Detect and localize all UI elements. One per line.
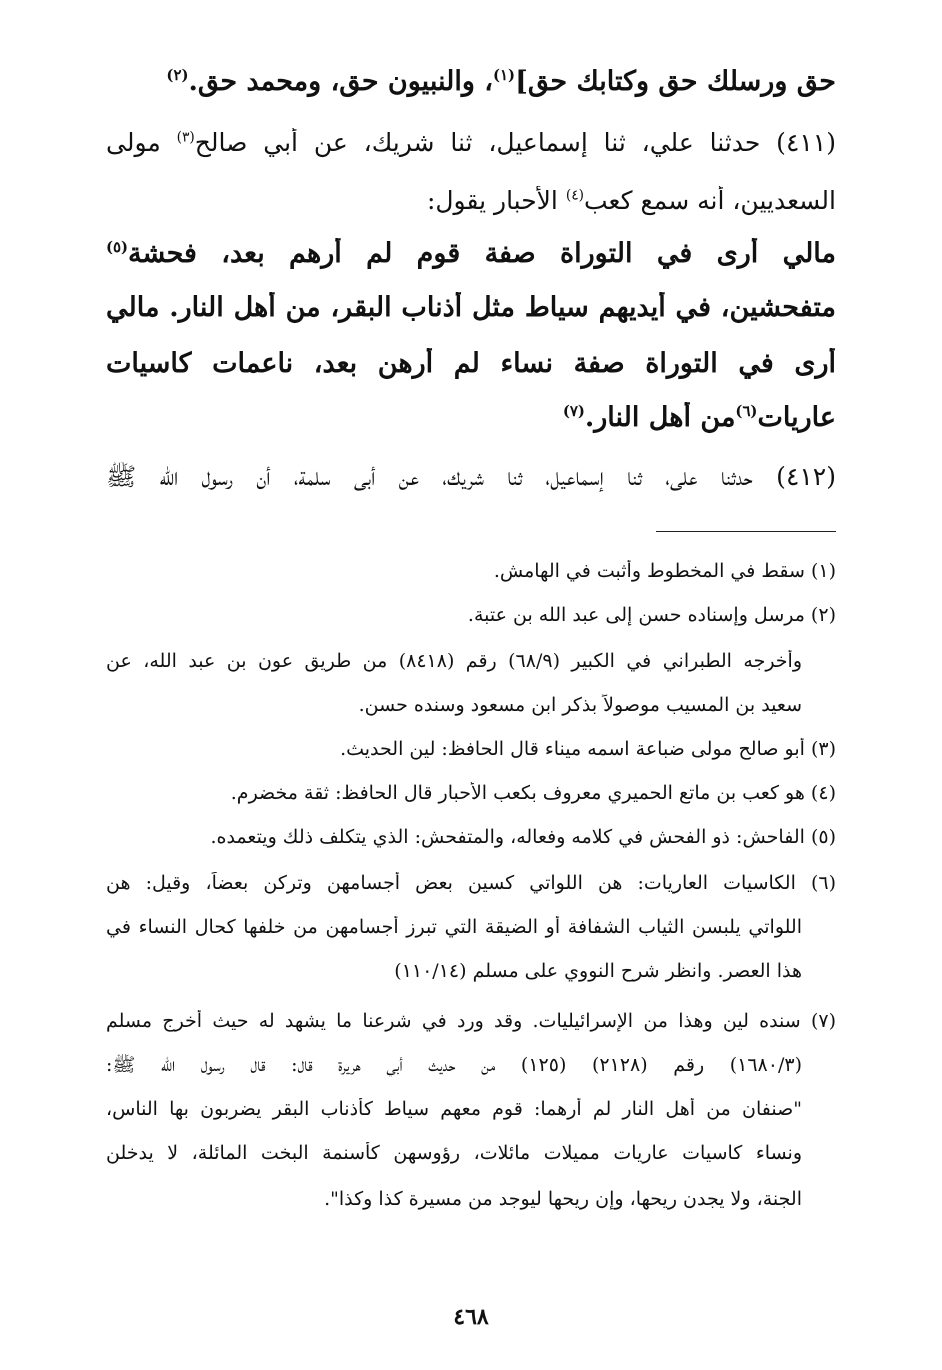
text-run: (٢) مرسل وإسناده حسن إلى عبد الله بن عتبة. bbox=[467, 604, 836, 626]
text-run: الأحبار يقول: bbox=[426, 186, 566, 215]
footnote-line bbox=[106, 1098, 802, 1121]
footnote-line bbox=[106, 872, 836, 895]
text-run: (٧) سنده لين وهذا من الإسرائيليات. وقد ورد في شرعنا ما يشهد له حيث أخرج مسلم bbox=[106, 1010, 836, 1032]
body-line bbox=[106, 128, 836, 158]
footnote-marker: (٤) bbox=[565, 187, 584, 204]
body-line bbox=[106, 238, 836, 270]
page-number: ٤٦٨ bbox=[453, 1304, 489, 1330]
footnote-line bbox=[106, 694, 802, 717]
footnote-line bbox=[106, 738, 836, 761]
text-run: ، والنبيون حق، ومحمد حق. bbox=[188, 66, 494, 97]
text-run: عاريات bbox=[757, 402, 836, 433]
text-run: (١) سقط في المخطوط وأثبت في الهامش. bbox=[493, 560, 836, 582]
footnote-line bbox=[106, 960, 802, 983]
body-line bbox=[106, 66, 836, 98]
text-run: (٥) الفاحش: ذو الفحش في كلامه وفعاله، والمتفحش: الذي يتكلف ذلك ويتعمده. bbox=[210, 826, 836, 848]
text-run: هذا العصر. وانظر شرح النووي على مسلم (١١٠/١٤) bbox=[394, 960, 802, 982]
footnote-line bbox=[106, 650, 802, 673]
text-run: (٤) هو كعب بن ماتع الحميري معروف بكعب الأحبار قال الحافظ: ثقة مخضرم. bbox=[230, 782, 836, 804]
text-run: حق ورسلك حق وكتابك حق] bbox=[515, 66, 836, 97]
text-run: (١٦٨٠/٣) رقم (٢١٢٨) (١٢٥) من حديث أبي هريرة قال: قال رسول الله ﷺ: bbox=[106, 1054, 802, 1076]
body-line bbox=[106, 462, 836, 492]
text-run: وأخرجه الطبراني في الكبير (٦٨/٩) رقم (٨٤١٨) من طريق عون بن عبد الله، عن bbox=[106, 650, 802, 672]
text-run: (٤١١) حدثنا علي، ثنا إسماعيل، ثنا شريك، عن أبي صالح bbox=[194, 128, 836, 157]
text-run: أرى في التوراة صفة نساء لم أرهن بعد، ناعمات كاسيات bbox=[106, 348, 836, 379]
footnote-line bbox=[106, 826, 836, 849]
footnote-line bbox=[106, 604, 836, 627]
text-run: السعديين، أنه سمع كعب bbox=[583, 186, 836, 215]
text-run: من أهل النار. bbox=[584, 402, 736, 433]
text-run: (٤١٢) حدثنا علي، ثنا إسماعيل، ثنا شريك، عن أبي سلمة، أن رسول الله ﷺ bbox=[106, 462, 836, 491]
footnote-line bbox=[106, 916, 802, 939]
footnote-marker: (٧) bbox=[562, 402, 585, 420]
footnote-line bbox=[106, 1142, 802, 1165]
text-run: مالي أرى في التوراة صفة قوم لم أرهم بعد، فحشة bbox=[128, 238, 836, 269]
body-line bbox=[106, 292, 836, 324]
text-run: الجنة، ولا يجدن ريحها، وإن ريحها ليوجد من مسيرة كذا وكذا". bbox=[324, 1188, 802, 1210]
footnote-line bbox=[106, 782, 836, 805]
footnote-line bbox=[106, 560, 836, 583]
text-run: ونساء كاسيات عاريات مميلات مائلات، رؤوسهن كأسنمة البخت المائلة، لا يدخلن bbox=[106, 1142, 802, 1164]
body-line bbox=[106, 402, 836, 434]
text-run: "صنفان من أهل النار لم أرهما: قوم معهم سياط كأذناب البقر يضربون بها الناس، bbox=[106, 1098, 802, 1120]
footnote-line bbox=[106, 1054, 802, 1077]
footnote-line bbox=[106, 1188, 802, 1211]
text-run: (٦) الكاسيات العاريات: هن اللواتي كسين بعض أجسامهن وتركن بعضاً، وقيل: هن bbox=[106, 872, 836, 894]
body-line bbox=[106, 186, 836, 216]
footnote-marker: (٥) bbox=[106, 238, 129, 256]
footnote-marker: (٣) bbox=[176, 129, 195, 146]
footnote-separator bbox=[656, 531, 836, 532]
text-run: (٣) أبو صالح مولى ضباعة اسمه ميناء قال الحافظ: لين الحديث. bbox=[340, 738, 836, 760]
footnote-marker: (٢) bbox=[166, 66, 189, 84]
footnote-marker: (١) bbox=[493, 66, 516, 84]
footnote-marker: (٦) bbox=[735, 402, 758, 420]
text-run: متفحشين، في أيديهم سياط مثل أذناب البقر، من أهل النار. مالي bbox=[106, 292, 836, 323]
body-line bbox=[106, 348, 836, 380]
text-run: اللواتي يلبسن الثياب الشفافة أو الضيقة التي تبرز أجسامهن من خلفها كحال النساء في bbox=[106, 916, 802, 938]
text-run: سعيد بن المسيب موصولاً بذكر ابن مسعود وسنده حسن. bbox=[358, 694, 802, 716]
text-run: مولى bbox=[106, 128, 177, 157]
footnote-line bbox=[106, 1010, 836, 1033]
